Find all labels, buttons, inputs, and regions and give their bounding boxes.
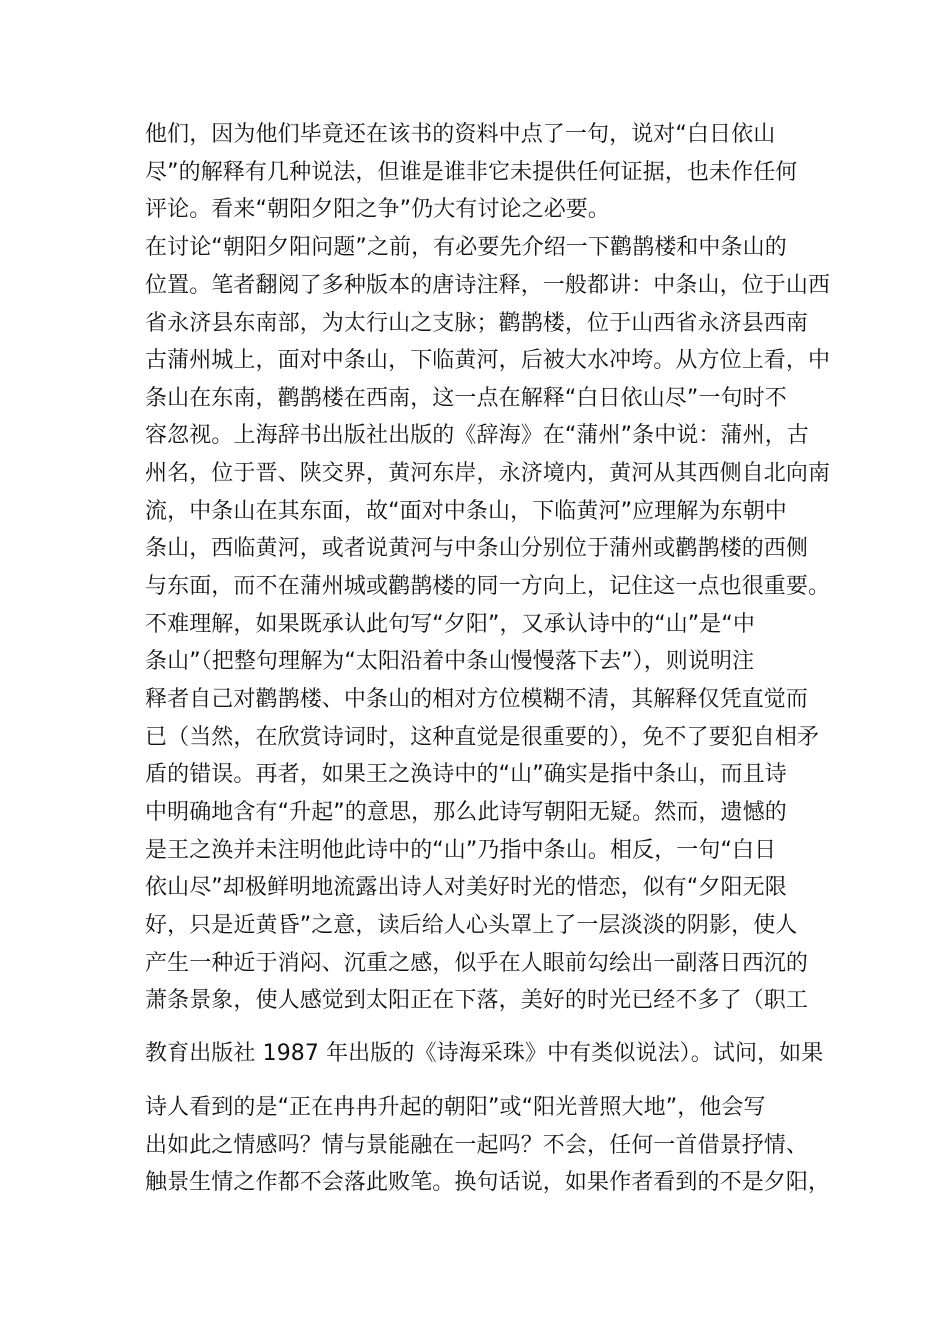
text-line: 产生一种近于消闷、沉重之感，似乎在人眼前勾绘出一副落日西沉的 <box>145 951 809 976</box>
text-line: 他们，因为他们毕竟还在该书的资料中点了一句，说对“白日依山 <box>145 122 776 147</box>
text-line: 好，只是近黄昏”之意，读后给人心头罩上了一层淡淡的阴影，使人 <box>145 913 798 938</box>
text-line: 省永济县东南部，为太行山之支脉；鹳鹊楼，位于山西省永济县西南 <box>145 311 809 336</box>
text-line: 依山尽”却极鲜明地流露出诗人对美好时光的惜恋，似有“夕阳无限 <box>145 875 787 900</box>
text-line: 诗人看到的是“正在冉冉升起的朝阳”或“阳光普照大地”，他会写 <box>145 1095 766 1120</box>
text-line: 条山，西临黄河，或者说黄河与中条山分别位于蒲州或鹳鹊楼的西侧 <box>145 536 809 561</box>
text-line: 触景生情之作都不会落此败笔。换句话说，如果作者看到的不是夕阳， <box>145 1170 831 1195</box>
text-line: 条山”（把整句理解为“太阳沿着中条山慢慢落下去”），则说明注 <box>145 649 755 674</box>
text-line: 出如此之情感吗？情与景能融在一起吗？不会，任何一首借景抒情、 <box>145 1133 809 1158</box>
text-line: 教育出版社 1987 年出版的《诗海采珠》中有类似说法）。试问，如果 <box>145 1041 824 1066</box>
text-line: 盾的错误。再者，如果王之涣诗中的“山”确实是指中条山，而且诗 <box>145 762 787 787</box>
text-line: 不难理解，如果既承认此句写“夕阳”，又承认诗中的“山”是“中 <box>145 612 755 637</box>
text-line: 流，中条山在其东面，故“面对中条山，下临黄河”应理解为东朝中 <box>145 499 787 524</box>
text-line: 容忽视。上海辞书出版社出版的《辞海》在“蒲州”条中说：蒲州，古 <box>145 423 809 448</box>
text-line: 已（当然，在欣赏诗词时，这种直觉是很重要的），免不了要犯自相矛 <box>145 725 820 750</box>
text-line: 中明确地含有“升起”的意思，那么此诗写朝阳无疑。然而，遗憾的 <box>145 800 787 825</box>
document-page <box>145 0 831 1344</box>
text-line: 在讨论“朝阳夕阳问题”之前，有必要先介绍一下鹳鹊楼和中条山的 <box>145 235 787 260</box>
text-line: 古蒲州城上，面对中条山，下临黄河，后被大水冲垮。从方位上看，中 <box>145 348 831 373</box>
text-line: 尽”的解释有几种说法，但谁是谁非它未提供任何证据，也未作任何 <box>145 160 798 185</box>
text-line: 萧条景象，使人感觉到太阳正在下落，美好的时光已经不多了（职工 <box>145 988 809 1013</box>
text-line: 位置。笔者翻阅了多种版本的唐诗注释，一般都讲：中条山，位于山西 <box>145 273 831 298</box>
text-line: 州名，位于晋、陕交界，黄河东岸，永济境内，黄河从其西侧自北向南 <box>145 461 831 486</box>
text-line: 条山在东南，鹳鹊楼在西南，这一点在解释“白日依山尽”一句时不 <box>145 386 787 411</box>
text-line: 与东面，而不在蒲州城或鹳鹊楼的同一方向上，记住这一点也很重要。 <box>145 574 831 599</box>
text-line: 是王之涣并未注明他此诗中的“山”乃指中条山。相反，一句“白日 <box>145 838 777 863</box>
text-line: 释者自己对鹳鹊楼、中条山的相对方位模糊不清，其解释仅凭直觉而 <box>145 687 809 712</box>
text-line: 评论。看来“朝阳夕阳之争”仍大有讨论之必要。 <box>145 197 610 222</box>
